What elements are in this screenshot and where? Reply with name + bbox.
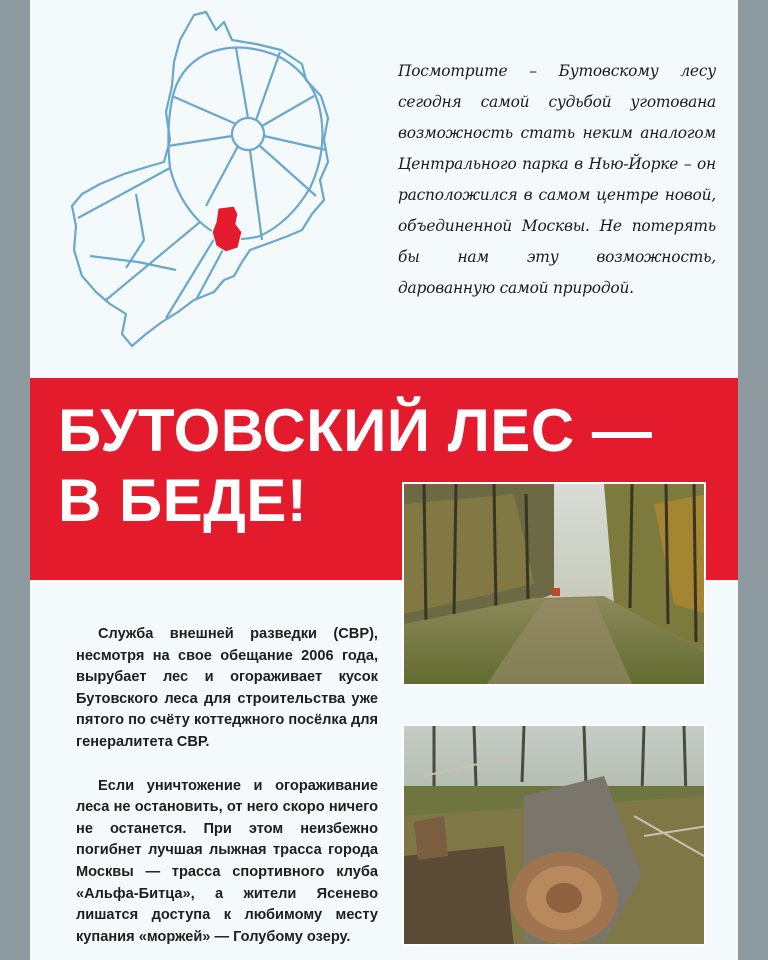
photo-forest-clearing (402, 482, 706, 686)
moscow-map (66, 0, 366, 355)
poster-page (30, 0, 738, 960)
article-body (76, 624, 378, 960)
intro-text: Посмотрите – Бутовскому лесу сегодня самой судьбой уготована возможность стать неким аналогом Центрального парка в Нью-Йорке – он расположился в самом центре новой, объединенной Москвы. Не потерять бы нам эту возможность, дарованную самой природой. (398, 62, 716, 297)
photo-felled-logs (402, 724, 706, 946)
article-paragraph-2: Если уничтожение и огораживание леса не остановить, от него скоро ничего не останется. При этом неизбежно погибнет лучшая лыжная трасса города Москвы — трасса спортивного клуба «Альфа-Битца», а жители Ясенево лишатся доступа к любимому месту купания «моржей» — Голубому озеру. (76, 777, 378, 945)
butovo-highlight-area (212, 206, 242, 252)
headline-line-2: В БЕДЕ! (58, 467, 308, 534)
headline-line-1: БУТОВСКИЙ ЛЕС — (58, 397, 653, 464)
article-paragraph-1: Служба внешней разведки (СВР), несмотря на свое обещание 2006 года, вырубает лес и огораживает кусок Бутовского леса для строительства уже пятого по счёту коттеджного посёлка для генералитета СВР. (76, 626, 378, 750)
